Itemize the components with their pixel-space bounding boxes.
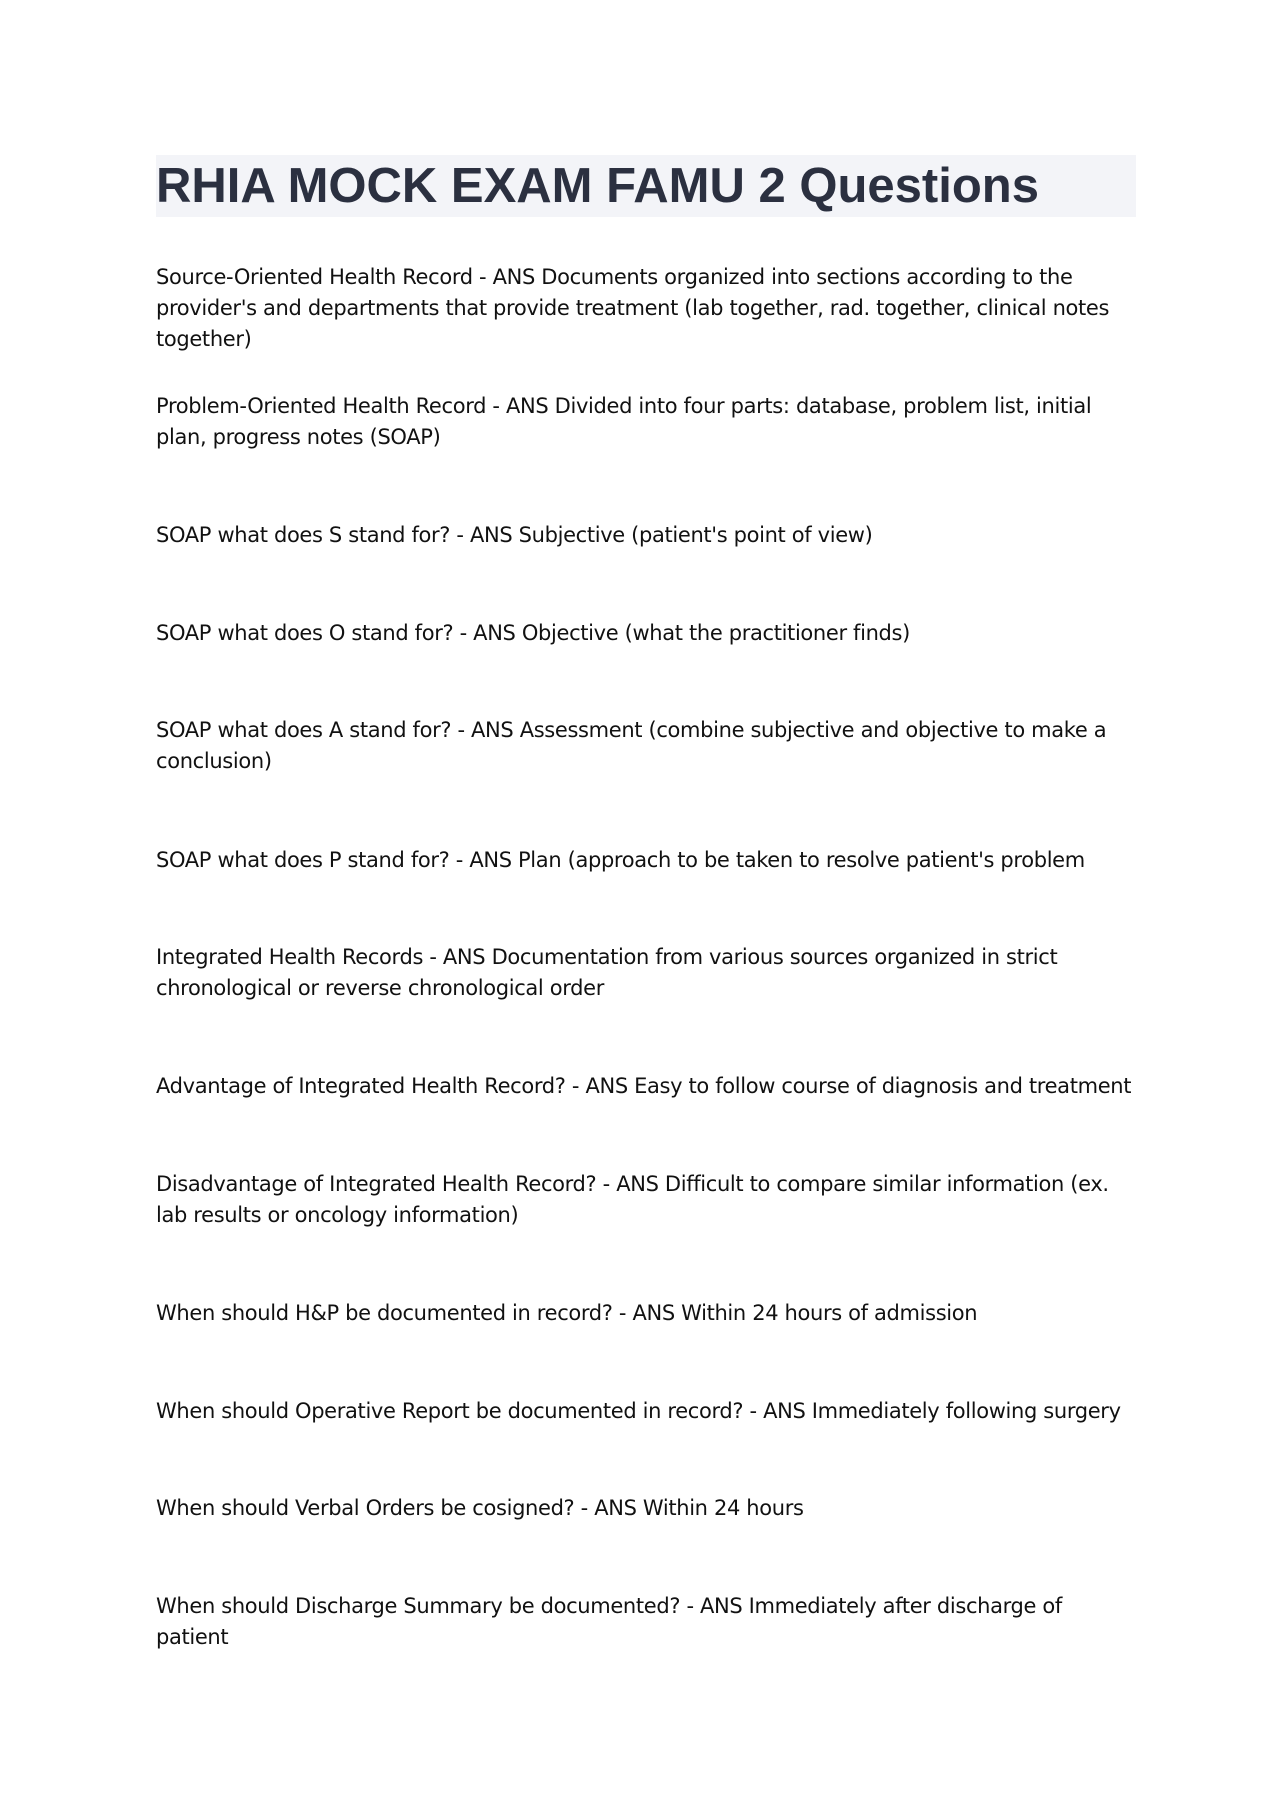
qa-entry-discharge-summary: When should Discharge Summary be documented? - ANS Immediately after discharge of patient bbox=[156, 1594, 1062, 1649]
qa-entry-soap-o: SOAP what does O stand for? - ANS Objective (what the practitioner finds) bbox=[156, 621, 910, 645]
qa-entry-integrated-records: Integrated Health Records - ANS Documentation from various sources organized in strict chronological or reverse chronological order bbox=[156, 945, 1058, 1000]
qa-entry-source-oriented: Source-Oriented Health Record - ANS Documents organized into sections according to the provider's and departments that provide treatment (lab together, rad. together, clinical notes together) bbox=[156, 265, 1110, 351]
qa-entry-soap-s: SOAP what does S stand for? - ANS Subjective (patient's point of view) bbox=[156, 523, 873, 547]
qa-entry-soap-p: SOAP what does P stand for? - ANS Plan (approach to be taken to resolve patient's problem bbox=[156, 848, 1085, 872]
qa-entry-disadvantage: Disadvantage of Integrated Health Record? - ANS Difficult to compare similar information (ex. lab results or oncology information) bbox=[156, 1172, 1109, 1227]
page-title: RHIA MOCK EXAM FAMU 2 Questions bbox=[156, 159, 1039, 213]
qa-entry-advantage: Advantage of Integrated Health Record? - ANS Easy to follow course of diagnosis and treatment bbox=[156, 1074, 1132, 1098]
qa-entry-verbal-orders: When should Verbal Orders be cosigned? - ANS Within 24 hours bbox=[156, 1496, 804, 1520]
qa-entry-operative-report: When should Operative Report be documented in record? - ANS Immediately following surgery bbox=[156, 1399, 1121, 1423]
qa-entry-soap-a: SOAP what does A stand for? - ANS Assessment (combine subjective and objective to make a conclusion) bbox=[156, 718, 1107, 773]
qa-entry-hp: When should H&P be documented in record? - ANS Within 24 hours of admission bbox=[156, 1301, 978, 1325]
qa-entry-problem-oriented: Problem-Oriented Health Record - ANS Divided into four parts: database, problem list, initial plan, progress notes (SOAP) bbox=[156, 394, 1092, 449]
